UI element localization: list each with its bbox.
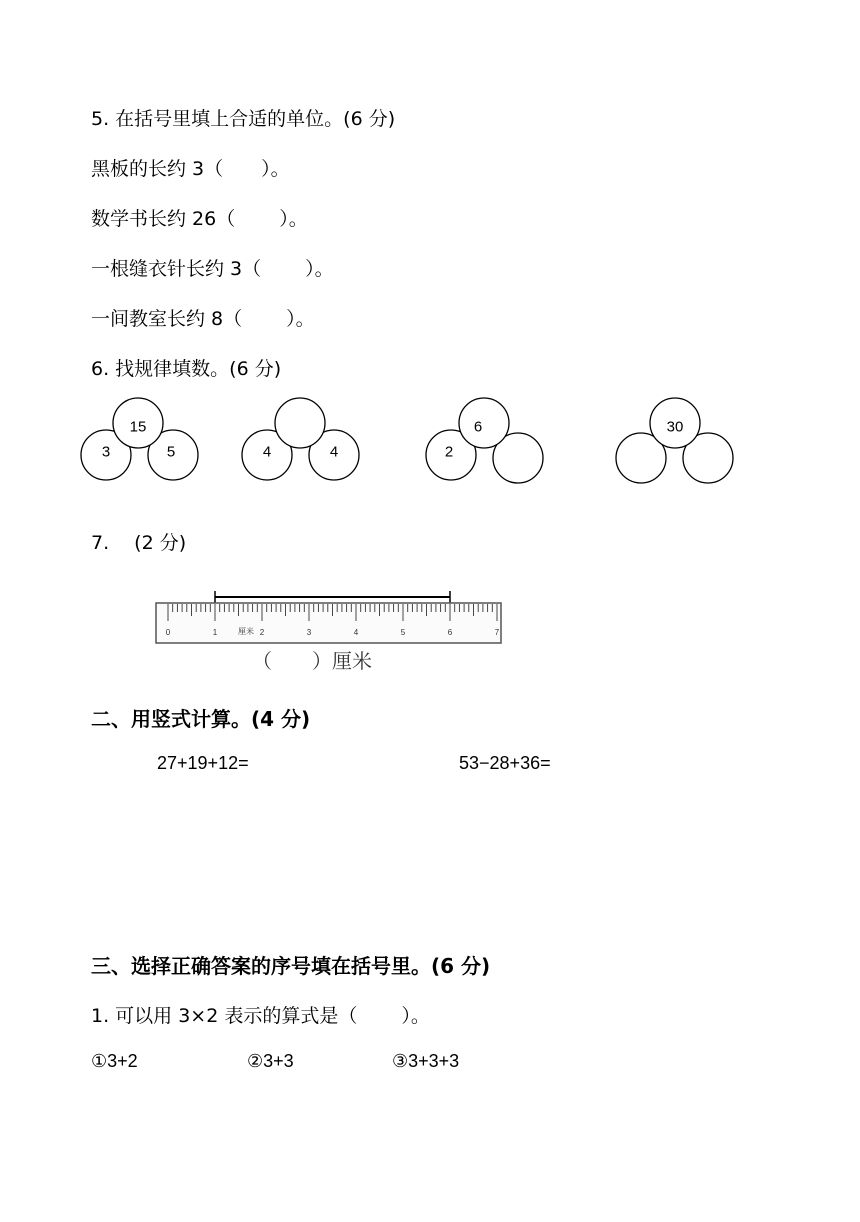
- option-3: ③3+3+3: [392, 1051, 460, 1071]
- calc-expression-2: 53−28+36=: [459, 753, 551, 773]
- ruler-number: 1: [212, 628, 218, 637]
- section7-heading: 7. (2 分): [91, 532, 187, 554]
- section5-item-4: 一间教室长约 8（ ）。: [91, 308, 315, 330]
- ruler-number: 7: [494, 628, 500, 637]
- part3-question-1: 1. 可以用 3×2 表示的算式是（ ）。: [91, 1005, 430, 1027]
- ruler-number: 6: [447, 628, 453, 637]
- section5-heading: 5. 在括号里填上合适的单位。(6 分): [91, 108, 396, 130]
- section5-item-1: 黑板的长约 3（ ）。: [91, 158, 290, 180]
- calc-expression-1: 27+19+12=: [157, 753, 249, 773]
- circle-group-1: [81, 398, 198, 480]
- ruler-body: [156, 603, 501, 643]
- circle-left-number: 3: [101, 443, 111, 461]
- option-1: ①3+2: [91, 1051, 138, 1071]
- option-2: ②3+3: [247, 1051, 294, 1071]
- circle-top-number: 6: [473, 418, 483, 436]
- circle-top-number: 15: [129, 418, 147, 436]
- circle-group-4: [616, 398, 733, 483]
- ruler-number: 5: [400, 628, 406, 637]
- ruler-number: 4: [353, 628, 359, 637]
- ruler-number: 0: [165, 628, 171, 637]
- part3-heading: 三、选择正确答案的序号填在括号里。(6 分): [91, 954, 491, 978]
- circle-right-number: 4: [329, 443, 339, 461]
- circle-top: [459, 398, 509, 448]
- ruler: [156, 591, 501, 643]
- section5-item-3: 一根缝衣针长约 3（ ）。: [91, 258, 334, 280]
- circle-right-number: 5: [166, 443, 176, 461]
- circle-left-number: 4: [262, 443, 272, 461]
- part2-heading: 二、用竖式计算。(4 分): [91, 707, 311, 731]
- circle-left-number: 2: [444, 443, 454, 461]
- ruler-number: 2: [259, 628, 265, 637]
- circle-group-2: [242, 398, 359, 480]
- circle-top-number: 30: [666, 418, 684, 436]
- section5-item-2: 数学书长约 26（ ）。: [91, 208, 308, 230]
- circle-group-3: [426, 398, 543, 483]
- section6-heading: 6. 找规律填数。(6 分): [91, 358, 282, 380]
- ruler-unit-label: 厘米: [238, 627, 254, 636]
- circle-top: [275, 398, 325, 448]
- ruler-number: 3: [306, 628, 312, 637]
- ruler-answer-label: （ ）厘米: [252, 649, 372, 673]
